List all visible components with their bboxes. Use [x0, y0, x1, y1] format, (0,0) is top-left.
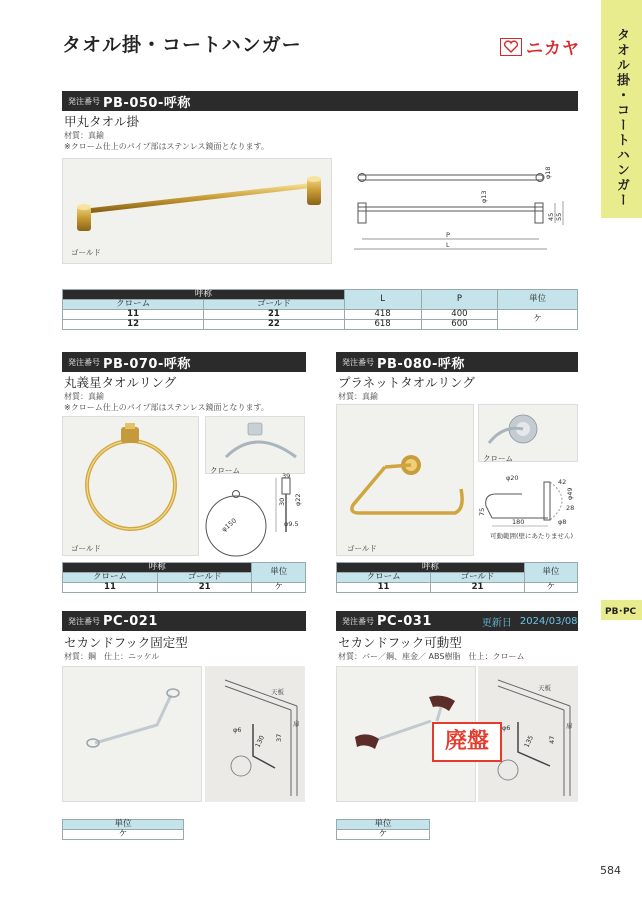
table-row: [63, 830, 184, 840]
pb050-dim-P: P: [446, 231, 450, 239]
pb080-gold: 21: [431, 583, 525, 593]
pb080-th-unit: 単位: [524, 563, 577, 583]
pb080-movable-note: 可動範囲(壁にあたりません): [490, 532, 574, 540]
pb050-note: ※クローム仕上のパイプ部はステンレス鏡面となります。: [64, 142, 269, 151]
pb050-material: 材質：真鍮: [64, 131, 104, 140]
pb050-name: 甲丸タオル掛: [64, 114, 140, 129]
pc031-dim-tenban: 天板: [538, 684, 551, 692]
pb070-chrome: 11: [63, 583, 158, 593]
order-label: 発注番号: [342, 357, 374, 367]
pb050-r2-L: 618: [344, 320, 421, 330]
towel-bar-gold-image: [63, 159, 333, 265]
pb070-dim-phi150: φ150: [220, 516, 239, 534]
pb080-dim-180: 180: [512, 518, 525, 526]
pb050-r2-P: 600: [421, 320, 498, 330]
pb070-dim-39: 39: [282, 472, 291, 480]
order-label: 発注番号: [68, 96, 100, 106]
pb050-dim-phi18: φ18: [544, 166, 552, 179]
pb050-header: [62, 91, 578, 111]
pc031-name: セカンドフック可動型: [338, 635, 462, 650]
table-row: [63, 583, 306, 593]
table-row: [63, 310, 578, 320]
pb070-th-gold: ゴールド: [157, 573, 252, 583]
pb050-r1-L: 418: [344, 310, 421, 320]
pc031-dim-135: 135: [522, 734, 536, 749]
pb080-dim-phi49: φ49: [566, 487, 574, 500]
pb070-photo-chrome: [205, 416, 305, 474]
pc021-code: PC-021: [103, 613, 158, 629]
pb070-material: 材質：真鍮: [64, 392, 104, 401]
pb070-dim-phi95: φ9.5: [284, 520, 299, 528]
pb070-code: PB-070-呼称: [103, 356, 191, 372]
pb050-photo: [62, 158, 332, 264]
pb050-r2-gold: 22: [204, 320, 345, 330]
discontinued-stamp: 廃盤: [432, 722, 502, 762]
pb050-unit: ケ: [498, 310, 578, 330]
pb080-th-gold: ゴールド: [431, 573, 525, 583]
pc021-header: [62, 611, 306, 631]
pb070-caption-gold: ゴールド: [71, 544, 101, 553]
pb050-dim-L: L: [446, 241, 450, 249]
pc021-dim-phi6: φ6: [233, 726, 242, 734]
pb050-spec-table: [62, 289, 578, 330]
pb080-dim-42: 42: [558, 478, 567, 486]
pc031-header: [336, 611, 578, 631]
order-label: 発注番号: [342, 616, 374, 626]
pb050-th-unit: 単位: [498, 290, 578, 310]
pb080-material: 材質：真鍮: [338, 392, 378, 401]
pb070-dim-phi22: φ22: [294, 493, 302, 506]
pb080-unit: ケ: [524, 583, 577, 593]
pb080-spec-table: [336, 562, 578, 593]
pb050-th-gold: ゴールド: [204, 300, 345, 310]
pc031-code: PC-031: [377, 613, 432, 629]
pb070-th-chrome: クローム: [63, 573, 158, 583]
pb050-r1-chrome: 11: [63, 310, 204, 320]
pb070-note: ※クローム仕上のパイプ部はステンレス鏡面となります。: [64, 403, 269, 412]
side-category-tab: [601, 0, 642, 218]
pb070-header: [62, 352, 306, 372]
pb080-photo-gold: [336, 404, 474, 556]
pb080-chrome: 11: [337, 583, 431, 593]
pb050-dim-45: 45: [547, 212, 555, 221]
pb080-dimension-drawing: [478, 466, 583, 546]
pb050-r1-gold: 21: [204, 310, 345, 320]
pb080-dim-phi20: φ20: [506, 474, 519, 482]
pc031-spec-table: [336, 819, 430, 840]
pb080-code: PB-080-呼称: [377, 356, 465, 372]
pb050-caption: ゴールド: [71, 248, 101, 257]
pb050-r2-chrome: 12: [63, 320, 204, 330]
pc021-spec-table: [62, 819, 184, 840]
pb070-name: 丸義星タオルリング: [64, 375, 177, 390]
pb070-spec-table: [62, 562, 306, 593]
pb050-dim-55: 55: [555, 212, 563, 221]
pc021-material: 材質：鋼 仕上：ニッケル: [64, 652, 160, 661]
table-row: [337, 830, 430, 840]
pc021-dim-130: 130: [253, 734, 267, 749]
pc031-material: 材質：バー／鋼、座金／ ABS樹脂 仕上：クローム: [338, 652, 525, 661]
pb080-th-chrome: クローム: [337, 573, 431, 583]
pc031-dim-47: 47: [548, 735, 556, 744]
pb050-dimension-drawing: [350, 165, 580, 260]
pb070-caption-chrome: クローム: [210, 466, 240, 475]
page-number: 584: [600, 864, 621, 877]
side-tab-label: タオル掛・コートハンガー: [614, 28, 629, 208]
pb070-gold: 21: [157, 583, 252, 593]
pc031-unit: ケ: [337, 830, 430, 840]
pb050-code: PB-050-呼称: [103, 95, 191, 111]
pb050-th-chrome: クローム: [63, 300, 204, 310]
pb080-caption-chrome: クローム: [483, 454, 513, 463]
pb070-dimension-drawing: [200, 472, 310, 564]
pb080-caption-gold: ゴールド: [347, 544, 377, 553]
pb050-th-L: L: [344, 290, 421, 310]
brand-logo: [500, 34, 580, 59]
pb070-unit: ケ: [252, 583, 306, 593]
pb050-dim-phi13: φ13: [480, 190, 488, 203]
pc021-dim-37: 37: [275, 733, 283, 742]
pb080-header: [336, 352, 578, 372]
pc021-unit: ケ: [63, 830, 184, 840]
towel-ring-gold-image: [63, 417, 200, 557]
pb080-photo-chrome: [478, 404, 578, 462]
pc021-name: セカンドフック固定型: [64, 635, 188, 650]
order-label: 発注番号: [68, 616, 100, 626]
pb070-photo-gold: [62, 416, 199, 556]
pb080-dim-75: 75: [478, 507, 486, 516]
second-hook-fixed-image: [63, 667, 203, 803]
planet-towel-ring-gold-image: [337, 405, 475, 557]
pc021-th-unit: 単位: [63, 820, 184, 830]
section-tab: PB･PC: [601, 600, 642, 620]
heart-logo-icon: [500, 38, 522, 56]
pc031-update-date: 2024/03/08: [519, 615, 578, 627]
pb050-th-P: P: [421, 290, 498, 310]
pb080-th-group: 呼称: [337, 563, 525, 573]
pc031-update-label: 更新日: [481, 617, 512, 629]
order-label: 発注番号: [68, 357, 100, 367]
pb080-name: プラネットタオルリング: [338, 375, 475, 390]
pc021-dim-tenban: 天板: [271, 688, 284, 696]
pc021-dim-tobira: 扉: [293, 720, 300, 728]
table-row: [337, 583, 578, 593]
pb050-r1-P: 400: [421, 310, 498, 320]
pc021-dimension-drawing: [205, 666, 305, 802]
pc031-th-unit: 単位: [337, 820, 430, 830]
pb080-dim-phi8: φ8: [558, 518, 567, 526]
pb070-th-group: 呼称: [63, 563, 252, 573]
pb070-dim-30: 30: [278, 497, 286, 506]
pc021-photo: [62, 666, 202, 802]
pb050-th-group: 呼称: [63, 290, 345, 300]
logo-text: ニカヤ: [526, 39, 580, 59]
pc031-dim-tobira: 扉: [566, 722, 573, 730]
pb070-th-unit: 単位: [252, 563, 306, 583]
pb080-dim-28: 28: [566, 504, 575, 512]
page-title: タオル掛・コートハンガー: [62, 34, 302, 56]
pc031-dim-phi6: φ6: [502, 724, 511, 732]
